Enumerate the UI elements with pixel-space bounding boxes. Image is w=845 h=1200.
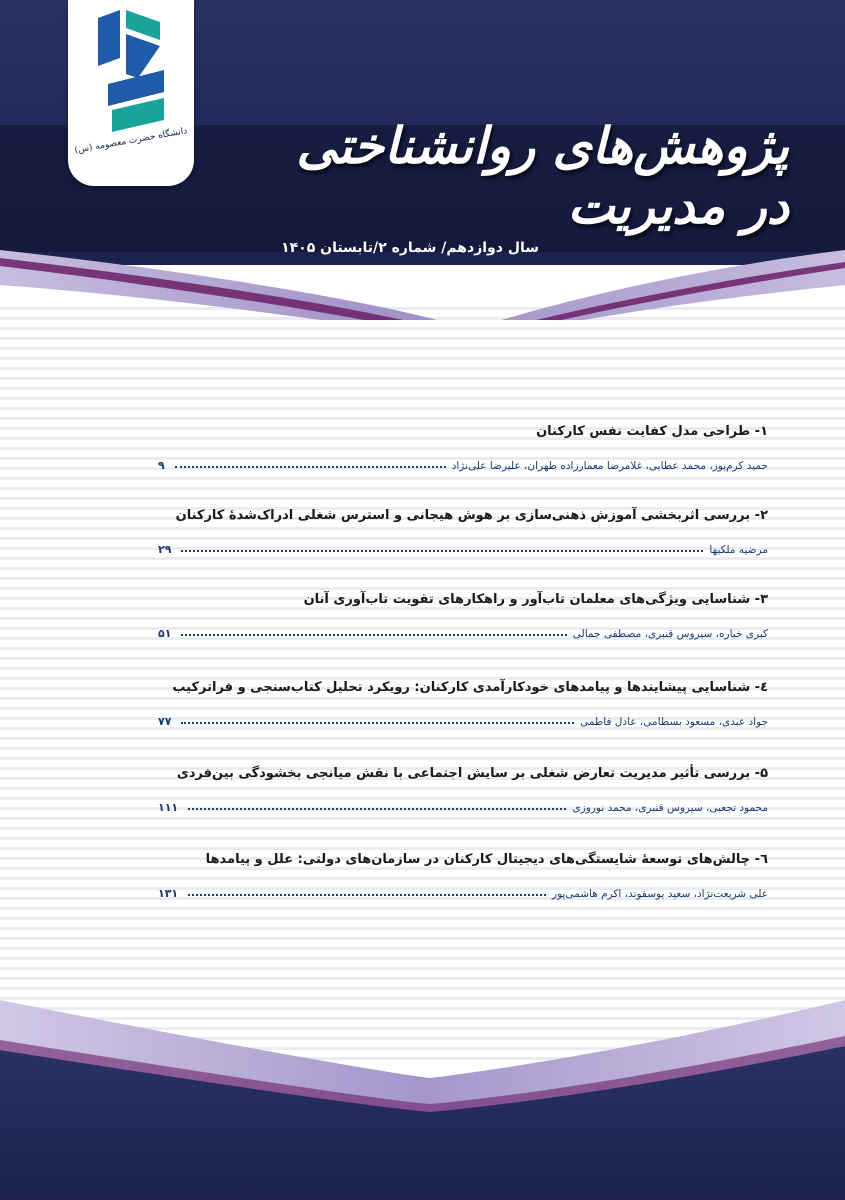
dot-leader <box>188 894 546 896</box>
article-byline <box>150 710 768 728</box>
page-number: ۷۷ <box>158 715 172 728</box>
article-authors: مرضیه ملکیها <box>709 544 768 556</box>
article-title: ٦- چالش‌های توسعهٔ شایستگی‌های دیجیتال کارکنان در سازمان‌های دولتی: علل و پیامدها <box>205 852 768 867</box>
dot-leader <box>188 808 566 810</box>
article-byline <box>150 622 768 640</box>
dot-leader <box>181 634 566 636</box>
article-byline <box>150 454 768 472</box>
article-title: ۱- طراحی مدل کفایت نفس کارکنان <box>536 424 768 439</box>
dot-leader <box>181 550 703 552</box>
article-authors: علی شریعت‌نژاد، سعید یوسفوند، اکرم هاشمی‌پور <box>552 888 768 900</box>
dot-leader <box>175 466 446 468</box>
article-byline <box>150 538 768 556</box>
page-number: ۹ <box>158 459 165 472</box>
article-authors: کبری خباره، سیروس قنبری، مصطفی جمالی <box>572 628 768 640</box>
page-number: ۱۳۱ <box>158 887 179 900</box>
article-title: ٤- شناسایی پیشایندها و پیامدهای خودکارآمدی کارکنان: رویکرد تحلیل کتاب‌سنجی و فراترکیب <box>172 680 768 695</box>
article-title: ۲- بررسی اثربخشی آموزش ذهنی‌سازی بر هوش هیجانی و استرس شغلی ادراک‌شدهٔ کارکنان <box>175 508 768 523</box>
publisher-caption: دانشگاه حضرت معصومه (س) <box>73 126 189 156</box>
article-title: ۳- شناسایی ویژگی‌های معلمان تاب‌آور و راهکارهای تقویت تاب‌آوری آنان <box>303 592 768 607</box>
footer-band <box>0 1000 845 1200</box>
university-logo <box>68 0 194 186</box>
issue-info: سال دوازدهم/ شماره ۲/تابستان ۱۴۰۵ <box>281 240 539 256</box>
journal-title: پژوهش‌های روانشناختی در مدیریت <box>296 116 789 235</box>
logo-emblem-icon <box>68 0 194 140</box>
article-title: ۵- بررسی تأثیر مدیریت تعارض شغلی بر سایش اجتماعی با نقش میانجی بخشودگی بین‌فردی <box>176 766 768 781</box>
article-byline <box>150 882 768 900</box>
page-number: ۱۱۱ <box>158 801 179 814</box>
article-byline <box>150 796 768 814</box>
page-number: ۵۱ <box>158 627 172 640</box>
article-authors: حمید کرم‌پور، محمد عطایی، غلامرضا معمارزاده طهران، علیرضا علی‌نژاد <box>451 460 768 472</box>
article-authors: جواد عبدی، مسعود بسطامی، عادل فاطمی <box>580 716 768 728</box>
page-number: ۲۹ <box>158 543 172 556</box>
article-authors: محمود تجعبی، سیروس قنبری، محمد نوروزی <box>572 802 768 814</box>
dot-leader <box>181 722 574 724</box>
